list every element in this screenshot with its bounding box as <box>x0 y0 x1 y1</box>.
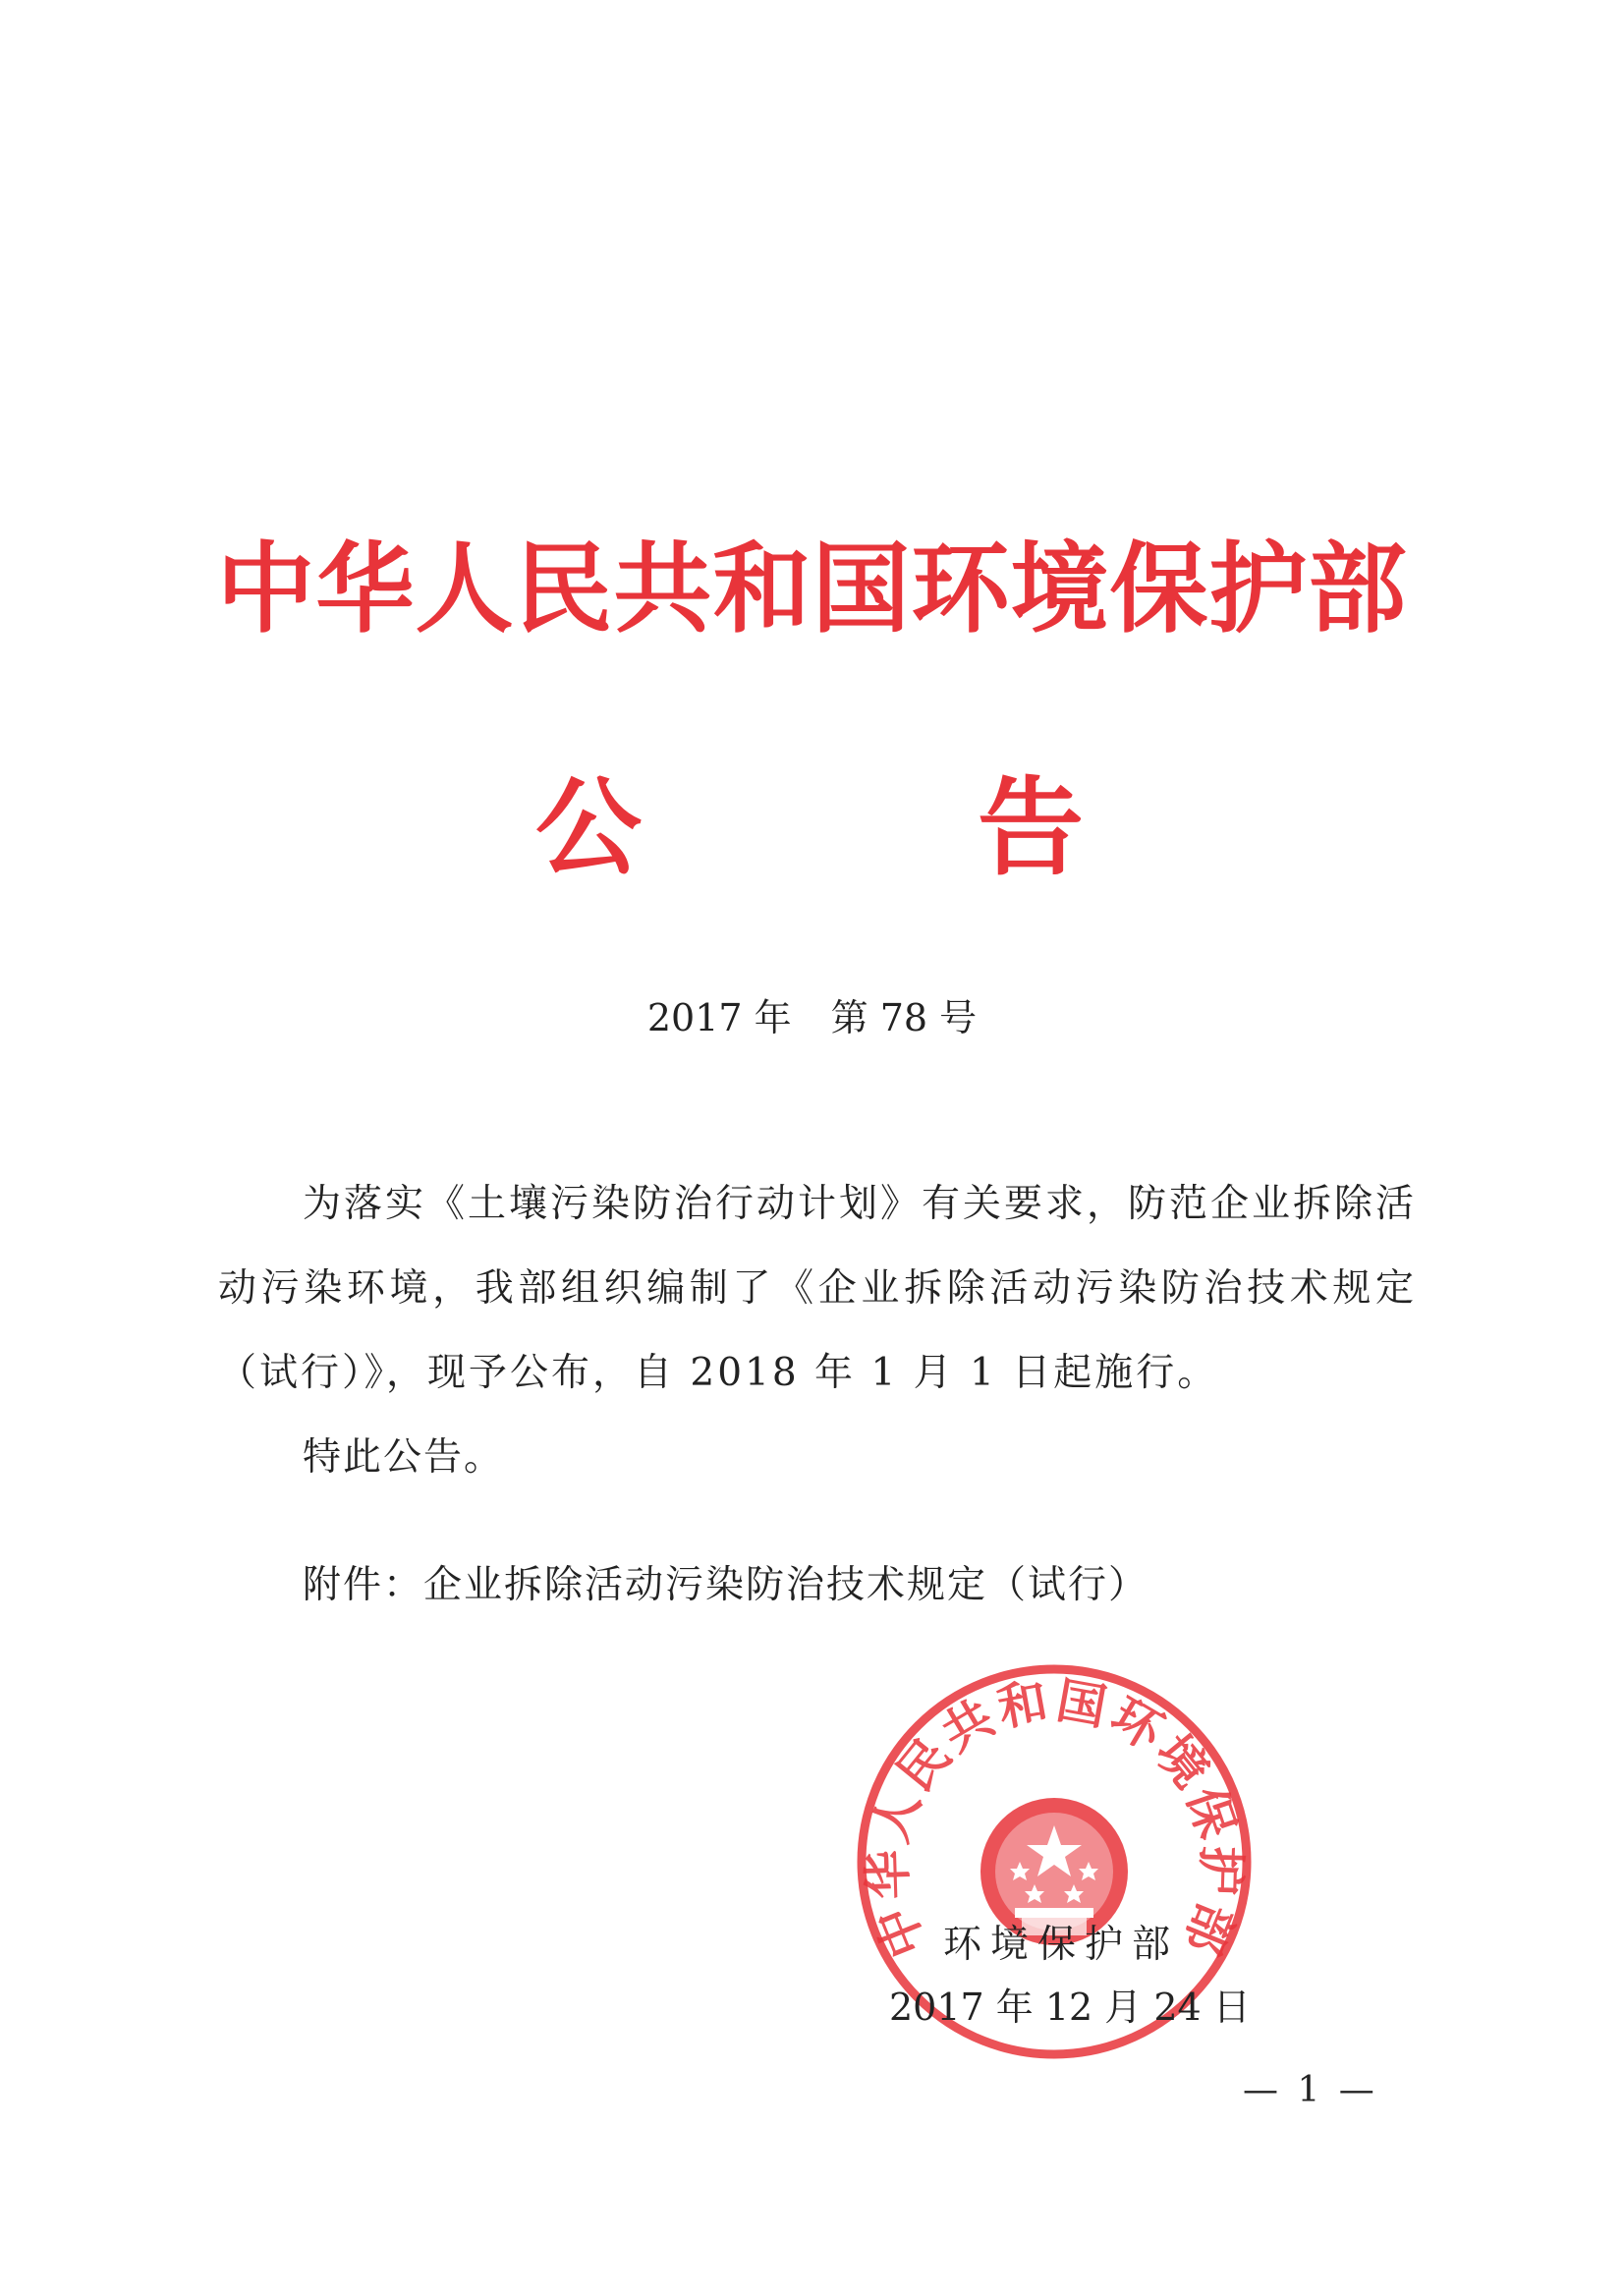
doc-no: 第 78 号 <box>830 996 978 1039</box>
doc-year: 2017 年 <box>646 996 792 1039</box>
doc-type-gong: 公 <box>535 767 643 890</box>
page-number: — 1 — <box>1243 2070 1378 2110</box>
issue-date: 2017 年 12 月 24 日 <box>889 1986 1251 2029</box>
attachment-line: 附件：企业拆除活动污染防治技术规定（试行） <box>303 1563 1149 1607</box>
org-title: 中华人民共和国环境保护部 <box>216 532 1408 646</box>
paragraph-main: 为落实《土壤污染防治行动计划》有关要求，防范企业拆除活动污染环境，我部组织编制了《企业拆除活动污染防治技术规定（试行）》，现予公布，自 2018 年 1 月 1 日起施行。 <box>218 1182 1418 1395</box>
issuer-signature: 环境保护部 <box>943 1923 1180 1967</box>
doc-type-gao: 告 <box>978 767 1085 890</box>
body-text <box>218 1162 1417 1628</box>
paragraph-closing: 特此公告。 <box>303 1435 505 1480</box>
document-number <box>0 996 1624 1039</box>
seal-text: 中华人民共和国环境保护部 <box>859 1671 1250 1966</box>
